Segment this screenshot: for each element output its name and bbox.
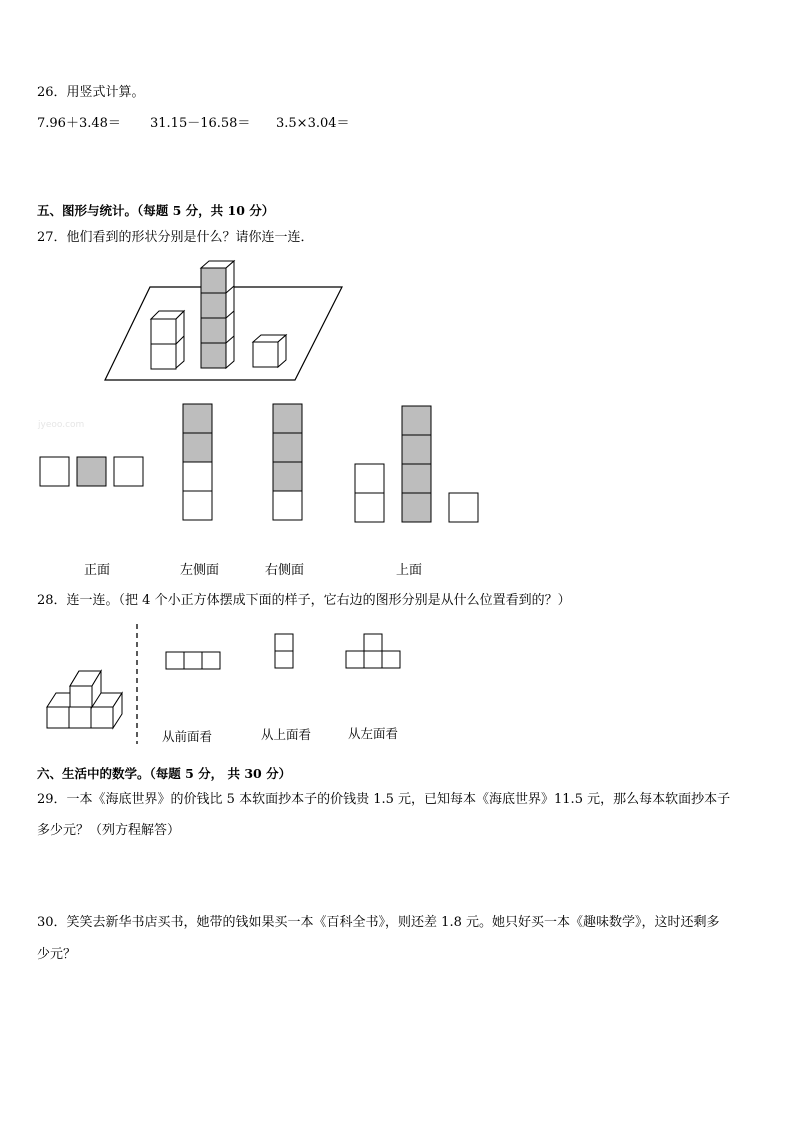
- q27-label-front: 正面: [84, 563, 111, 578]
- q27-stack-middle: [201, 261, 234, 368]
- q27-title: 27．他们看到的形状分别是什么？请你连一连．: [37, 230, 314, 245]
- q27-watermark: jyeoo.com: [38, 420, 85, 430]
- q27-stack-right: [253, 335, 286, 367]
- q30-line-1: 30．笑笑去新华书店买书，她带的钱如果买一本《百科全书》，则还差 1.8 元。她只好买一本《趣味数学》，这时还剩多: [37, 915, 720, 930]
- q28-view-b: [275, 634, 293, 668]
- q27-view-option-4: [355, 406, 478, 522]
- q27-label-top: 上面: [396, 563, 423, 578]
- q27-view-option-3: [273, 404, 302, 520]
- q28-view-c: [346, 634, 400, 668]
- q26-expression-2: 31.15－16.58＝: [150, 116, 251, 131]
- q26-expression-1: 7.96＋3.48＝: [37, 116, 121, 131]
- q29-line-2: 多少元？（列方程解答）: [37, 823, 181, 838]
- q28-label-top-view: 从上面看: [261, 727, 312, 742]
- q27-view-option-2: [183, 404, 212, 520]
- q28-label-front-view: 从前面看: [162, 729, 213, 744]
- q28-cube-figure: [47, 671, 122, 728]
- section-6-heading: 六、生活中的数学。（每题 5 分， 共 30 分）: [37, 766, 292, 781]
- q27-stack-left: [151, 311, 184, 369]
- q28-label-left-view: 从左面看: [348, 726, 399, 741]
- q28-title: 28．连一连。（把 4 个小正方体摆成下面的样子，它右边的图形分别是从什么位置看到的？）: [37, 593, 571, 608]
- q28-view-a: [166, 652, 220, 669]
- q26-title: 26．用竖式计算。: [37, 85, 145, 100]
- q29-line-1: 29．一本《海底世界》的价钱比 5 本软面抄本子的价钱贵 1.5 元，已知每本《海底世界》11.5 元，那么每本软面抄本子: [37, 792, 731, 807]
- q30-line-2: 少元？: [37, 947, 77, 962]
- q27-label-right-side: 右侧面: [265, 563, 305, 578]
- q27-label-left-side: 左侧面: [180, 563, 220, 578]
- q26-expression-3: 3.5×3.04＝: [276, 116, 350, 131]
- q27-view-option-1: [40, 457, 143, 486]
- section-5-heading: 五、图形与统计。（每题 5 分，共 10 分）: [37, 203, 275, 218]
